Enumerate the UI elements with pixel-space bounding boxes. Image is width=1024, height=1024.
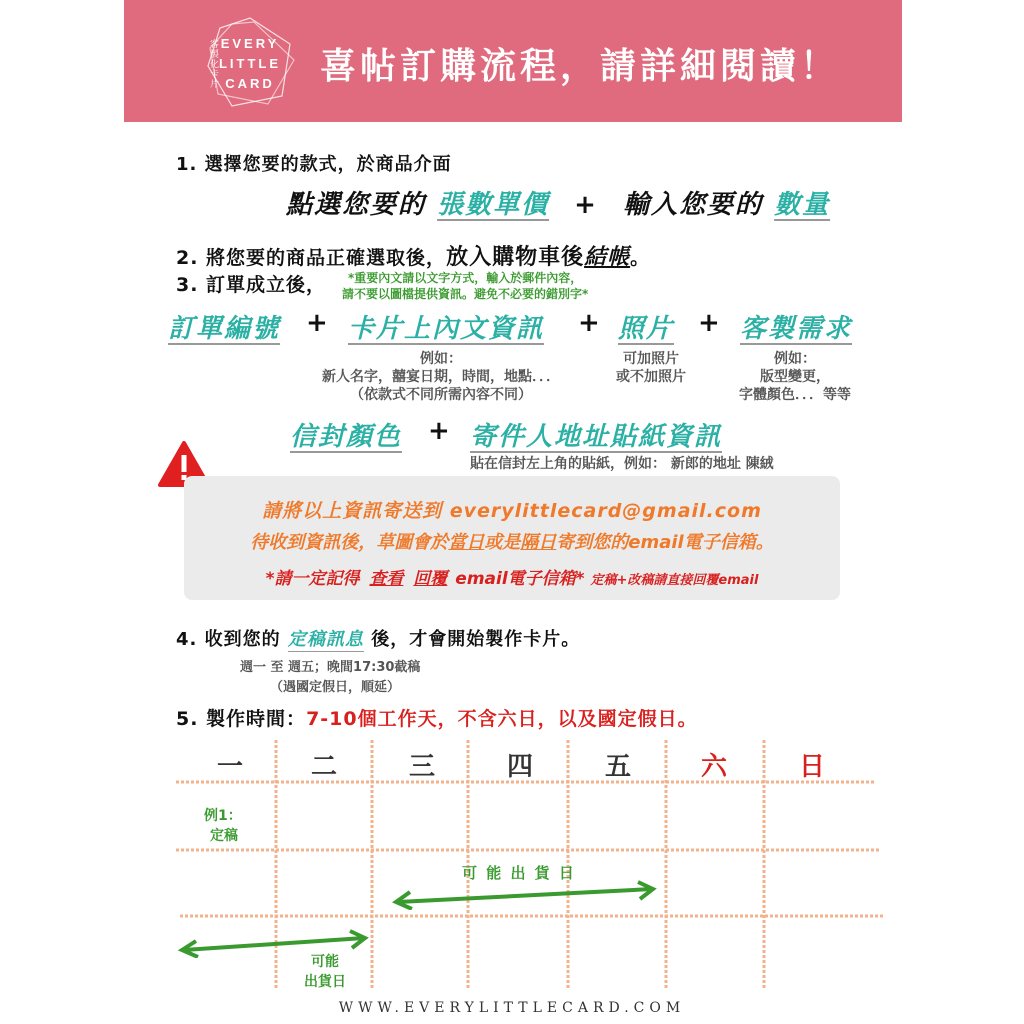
ship-label-lower-l1: 可能 [311,954,339,970]
step5-duration: 7-10個工作天，不含六日，以及國定假日。 [306,708,698,730]
step2-emph: 放入購物車後 [446,245,585,270]
example-content-l1: 例如： [420,351,462,367]
step1-highlight-price: 張數單價 [437,190,550,220]
example-photo-l2: 或不加照片 [616,369,686,385]
calendar-day-fri: 五 [604,752,631,782]
step4-highlight: 定稿訊息 [287,629,364,650]
step1-highlight-qty: 數量 [774,190,831,220]
item-custom: 客製需求 [740,314,853,344]
notice-next-day: 隔日 [520,532,557,553]
calendar-example-l1: 例1： [204,808,242,824]
notice-same-day: 當日 [448,532,485,553]
notice-draft-end: 寄到您的email電子信箱。 [556,532,774,553]
example-content-l3: （依款式不同所需內容不同） [350,387,532,403]
plus-2: + [578,308,602,338]
notice-reply-small: 定稿+改稿請直接回覆email [590,573,759,588]
ship-label-lower-l2: 出貨日 [304,974,346,990]
item-envelope-color: 信封顏色 [290,422,403,452]
example-sticker: 貼在信封左上角的貼紙，例如： 新郎的地址 陳絨 [470,456,774,472]
plus-1: + [306,308,330,338]
example-content-l2: 新人名字，囍宴日期，時間，地點．．． [322,369,560,385]
plus-3: + [698,308,722,338]
calendar-day-wed: 三 [408,752,435,782]
step1-pre: 點選您要的 [286,190,427,220]
step2-pre: 2. 將您要的商品正確選取後， [176,247,447,269]
item-sender-sticker: 寄件人地址貼紙資訊 [470,422,723,452]
step1-mid: 輸入您要的 [623,190,764,220]
item-card-content: 卡片上內文資訊 [348,314,545,344]
example-custom-l3: 字體顏色．．．等等 [739,387,851,403]
item-order-number: 訂單編號 [168,314,281,344]
footer-url: WWW.EVERYLITTLECARD.COM [338,1000,686,1016]
notice-draft-pre: 待收到資訊後，草圖會於 [250,532,449,553]
notice-email-line: 請將以上資訊寄送到 everylittlecard@gmail.com [262,500,762,522]
step1-text: 1. 選擇您要的款式，於商品介面 [176,154,452,175]
step2-checkout: 結帳 [584,245,631,270]
example-custom-l2: 版型變更， [760,369,830,385]
logo-line-3: CARD [225,76,275,91]
calendar-day-thu: 四 [506,752,533,782]
step3-label: 3. 訂單成立後， [176,274,327,296]
step2-end: 。 [630,247,651,269]
logo-line-1: EVERY [220,36,280,51]
step5-pre: 5. 製作時間： [176,708,307,730]
step4-post: 後，才會開始製作卡片。 [371,629,581,650]
step3-note-line2: 請不要以圖檔提供資訊。避免不必要的錯別字* [342,287,589,301]
plus-4: + [428,416,452,446]
example-custom-l1: 例如： [774,351,816,367]
calendar-example-l2: 定稿 [210,828,238,844]
logo-side-text: 客製化卡片 [210,40,220,90]
logo-line-2: LITTLE [218,56,282,71]
notice-reminder-pre: *請一定記得 [265,569,360,589]
notice-check: 查看 [369,569,404,589]
step4-holiday: （遇國定假日，順延） [270,680,401,695]
calendar-day-tue: 二 [310,752,337,782]
notice-email-box: email電子信箱* [455,569,585,589]
example-photo-l1: 可加照片 [623,351,679,367]
item-photo: 照片 [618,314,675,344]
calendar-day-sun: 日 [798,752,825,782]
step1-plus: + [574,190,598,220]
notice-reply: 回覆 [413,569,448,589]
calendar-example-label [204,806,242,846]
arrow-double-icon [390,880,660,910]
page-title: 喜帖訂購流程，請詳細閱讀！ [320,46,841,87]
notice-or: 或是 [484,532,521,553]
calendar-day-sat: 六 [700,752,727,782]
step4-deadline: 週一 至 週五；晚間17:30截稿 [240,660,421,675]
ship-label-upper: 可 能 出 貨 日 [462,864,576,882]
step3-note-line1: *重要內文請以文字方式，輸入於郵件內容， [348,271,583,285]
ship-label-lower [290,952,360,992]
calendar-day-mon: 一 [216,752,243,782]
step4-pre: 4. 收到您的 [176,629,281,650]
